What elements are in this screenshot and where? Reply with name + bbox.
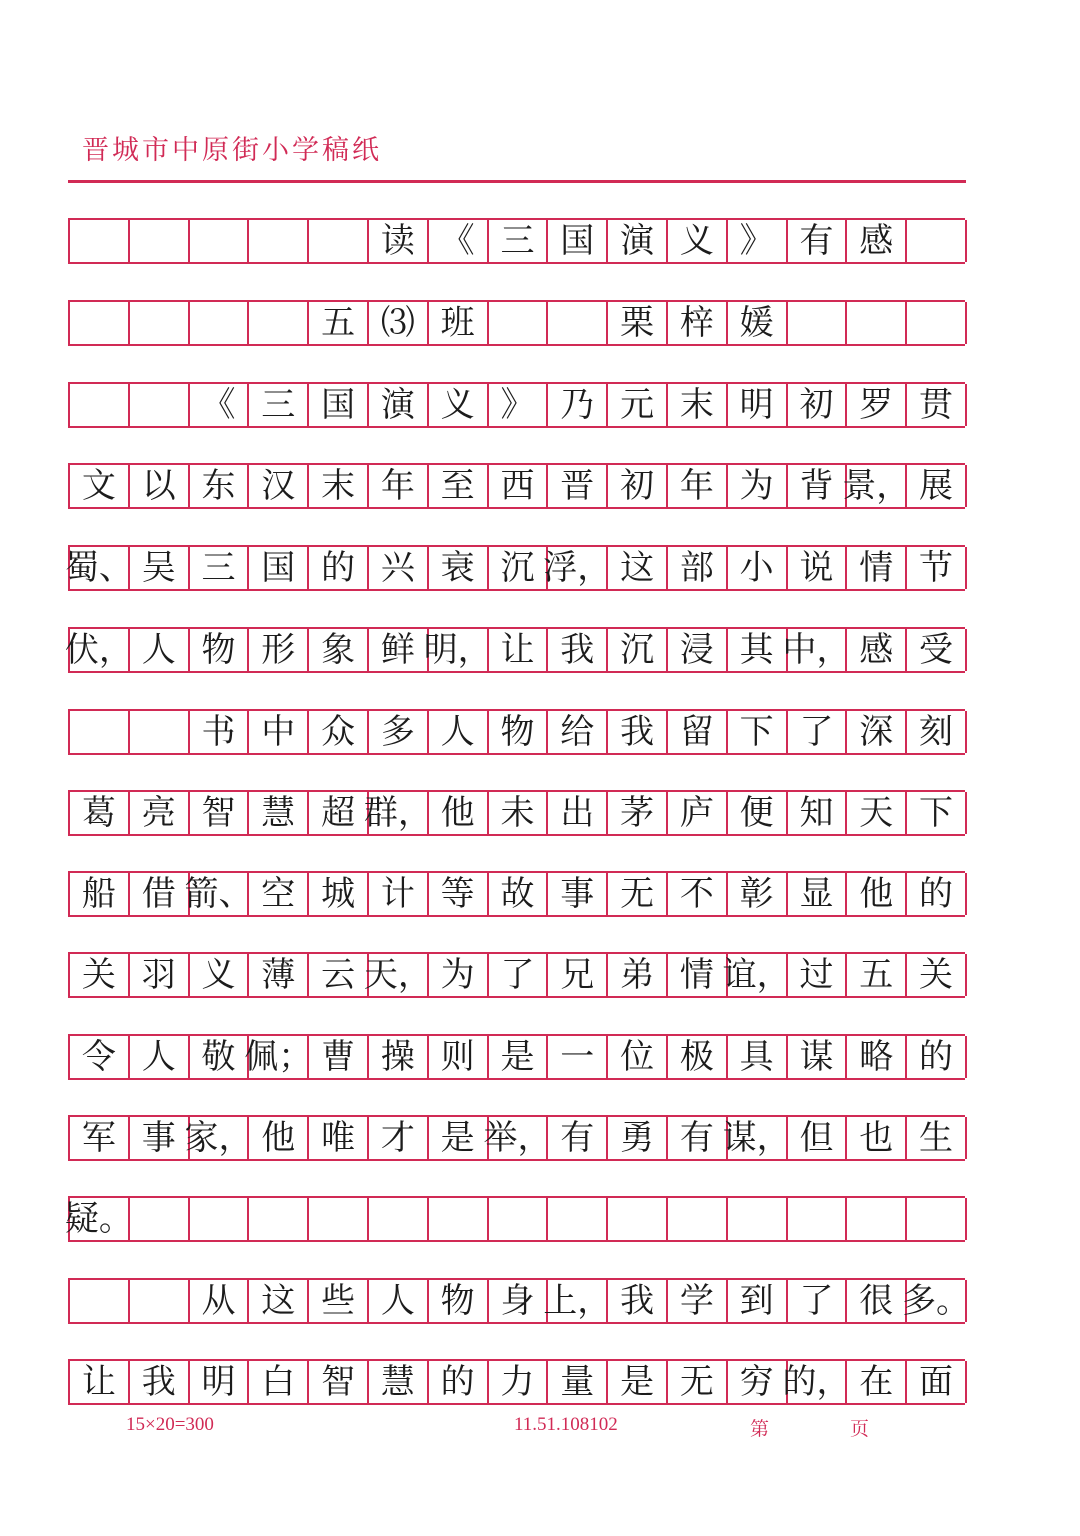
grid-cell: 操	[369, 1036, 429, 1078]
grid-cell: 群，	[363, 793, 432, 833]
grid-cell: 乃	[548, 384, 608, 426]
grid-cell: 为	[429, 954, 489, 996]
grid-cell: 受	[907, 629, 967, 671]
grid-cell: 茅	[608, 792, 668, 834]
grid-cell: 他	[249, 1117, 309, 1159]
grid-cell: 是	[489, 1036, 549, 1078]
grid-cell: 略	[847, 1036, 907, 1078]
grid-cell	[130, 302, 190, 344]
grid-cell: 多。	[902, 1281, 971, 1321]
grid-cell: 义	[429, 384, 489, 426]
grid-cell: 景，	[842, 466, 911, 506]
grid-cell: 三	[190, 547, 250, 589]
grid-cell: 初	[788, 384, 848, 426]
grid-cell: 》	[489, 384, 549, 426]
grid-cell: 我	[608, 1280, 668, 1322]
grid-cell: 象	[309, 629, 369, 671]
header-rule	[68, 180, 966, 183]
grid-cell: 众	[309, 711, 369, 753]
grid-cell: 弟	[608, 954, 668, 996]
grid-cell: 羽	[130, 954, 190, 996]
grid-cell: 情	[668, 954, 728, 996]
grid-cell: 借	[130, 873, 190, 915]
grid-cell: 下	[728, 711, 788, 753]
grid-cell: 深	[847, 711, 907, 753]
grid-cell: 很	[847, 1280, 907, 1322]
grid-cell: 葛	[70, 792, 130, 834]
grid-row	[68, 1034, 965, 1080]
grid-cell: 演	[608, 220, 668, 262]
grid-cell: 故	[489, 873, 549, 915]
grid-cell: 背	[788, 465, 848, 507]
grid-cell: 末	[668, 384, 728, 426]
grid-cell: 有	[548, 1117, 608, 1159]
grid-cell: 西	[489, 465, 549, 507]
grid-cell: 梓	[668, 302, 728, 344]
grid-cell: 中	[249, 711, 309, 753]
grid-cell: 让	[489, 629, 549, 671]
grid-cell: 也	[847, 1117, 907, 1159]
grid-cell: 知	[788, 792, 848, 834]
paper-code: 11.51.108102	[514, 1414, 618, 1435]
grid-cell: 末	[309, 465, 369, 507]
grid-cell: 沉	[608, 629, 668, 671]
grid-cell: 书	[190, 711, 250, 753]
grid-cell: 鲜	[369, 629, 429, 671]
grid-cell	[249, 302, 309, 344]
grid-cell: 无	[668, 1361, 728, 1403]
grid-cell	[309, 1198, 369, 1240]
grid-cell	[130, 1280, 190, 1322]
grid-cell: 过	[788, 954, 848, 996]
grid-cell	[130, 384, 190, 426]
grid-cell: 我	[130, 1361, 190, 1403]
grid-cell: 义	[668, 220, 728, 262]
grid-cell: 关	[70, 954, 130, 996]
grid-cell: 等	[429, 873, 489, 915]
grid-cell	[847, 1198, 907, 1240]
grid-cell	[907, 220, 967, 262]
grid-cell: 身	[489, 1280, 549, 1322]
grid-cell: 庐	[668, 792, 728, 834]
grid-cell: 疑。	[64, 1199, 133, 1239]
grid-cell: 显	[788, 873, 848, 915]
grid-cell: 明	[728, 384, 788, 426]
grid-cell	[429, 1198, 489, 1240]
grid-cell	[847, 302, 907, 344]
grid-cell: 留	[668, 711, 728, 753]
grid-cell: 读	[369, 220, 429, 262]
grid-cell: 举，	[483, 1118, 552, 1158]
grid-cell: ⑶	[369, 302, 429, 344]
grid-cell: 东	[190, 465, 250, 507]
grid-cell	[668, 1198, 728, 1240]
grid-cell: 天，	[363, 955, 432, 995]
grid-cell: 明，	[423, 630, 492, 670]
grid-cell: 事	[130, 1117, 190, 1159]
grid-cell: 展	[907, 465, 967, 507]
grid-cell: 薄	[249, 954, 309, 996]
grid-cell: 有	[668, 1117, 728, 1159]
grid-cell: 极	[668, 1036, 728, 1078]
grid-cell: 感	[847, 220, 907, 262]
grid-cell: 未	[489, 792, 549, 834]
grid-cell: 年	[369, 465, 429, 507]
grid-cell	[70, 711, 130, 753]
grid-cell: 军	[70, 1117, 130, 1159]
grid-cell: 中，	[782, 630, 851, 670]
grid-cell	[70, 1280, 130, 1322]
grid-cell	[190, 220, 250, 262]
grid-cell: 他	[847, 873, 907, 915]
grid-row	[68, 463, 965, 509]
grid-row	[68, 871, 965, 917]
grid-cell: 《	[429, 220, 489, 262]
grid-cell: 小	[728, 547, 788, 589]
grid-cell	[249, 220, 309, 262]
grid-cell: 五	[309, 302, 369, 344]
grid-row	[64, 545, 965, 591]
grid-cell: 计	[369, 873, 429, 915]
grid-cell: 是	[429, 1117, 489, 1159]
grid-cell: 形	[249, 629, 309, 671]
grid-cell: 浮，	[543, 548, 612, 588]
grid-cell: 我	[608, 711, 668, 753]
grid-cell: 这	[608, 547, 668, 589]
grid-cell: 学	[668, 1280, 728, 1322]
grid-cell: 蜀、	[64, 548, 133, 588]
grid-cell: 让	[70, 1361, 130, 1403]
grid-cell: 刻	[907, 711, 967, 753]
grid-cell: 慧	[369, 1361, 429, 1403]
grid-row	[68, 1359, 965, 1405]
grid-cell: 部	[668, 547, 728, 589]
grid-cell: 了	[489, 954, 549, 996]
grid-cell	[190, 1198, 250, 1240]
grid-row	[64, 627, 965, 673]
grid-row	[68, 1115, 965, 1161]
grid-cell: 了	[788, 1280, 848, 1322]
grid-cell: 有	[788, 220, 848, 262]
grid-cell: 超	[309, 792, 369, 834]
grid-cell	[369, 1198, 429, 1240]
grid-cell: 生	[907, 1117, 967, 1159]
grid-cell: 感	[847, 629, 907, 671]
grid-cell: 是	[608, 1361, 668, 1403]
grid-cell: 慧	[249, 792, 309, 834]
grid-cell: 在	[847, 1361, 907, 1403]
grid-cell: 栗	[608, 302, 668, 344]
grid-cell: 谋，	[722, 1118, 791, 1158]
grid-cell: 关	[907, 954, 967, 996]
grid-cell: 谊，	[722, 955, 791, 995]
grid-cell: 空	[249, 873, 309, 915]
grid-cell: 些	[309, 1280, 369, 1322]
grid-cell: 五	[847, 954, 907, 996]
grid-cell	[907, 1198, 967, 1240]
grid-cell: 的	[309, 547, 369, 589]
grid-cell	[788, 1198, 848, 1240]
grid-cell: 亮	[130, 792, 190, 834]
grid-cell: 力	[489, 1361, 549, 1403]
grid-cell: 明	[190, 1361, 250, 1403]
grid-cell	[788, 302, 848, 344]
grid-cell: 沉	[489, 547, 549, 589]
grid-cell: 人	[369, 1280, 429, 1322]
grid-cell: 下	[907, 792, 967, 834]
grid-cell: 城	[309, 873, 369, 915]
grid-cell: 贯	[907, 384, 967, 426]
grid-cell: 到	[728, 1280, 788, 1322]
page-label-prefix: 第	[750, 1418, 770, 1440]
grid-cell: 具	[728, 1036, 788, 1078]
grid-cell: 汉	[249, 465, 309, 507]
grid-cell	[489, 302, 549, 344]
grid-cell: 无	[608, 873, 668, 915]
grid-cell: 但	[788, 1117, 848, 1159]
grid-cell	[130, 711, 190, 753]
grid-cell: 人	[130, 1036, 190, 1078]
grid-cell: 的	[907, 1036, 967, 1078]
grid-cell: 从	[190, 1280, 250, 1322]
grid-cell: 元	[608, 384, 668, 426]
grid-cell: 的，	[782, 1362, 851, 1402]
grid-cell: 情	[847, 547, 907, 589]
grid-cell: 出	[548, 792, 608, 834]
grid-cell: 曹	[309, 1036, 369, 1078]
grid-cell: 给	[548, 711, 608, 753]
grid-row	[68, 300, 965, 346]
grid-cell: 伏，	[64, 630, 133, 670]
grid-cell: 物	[489, 711, 549, 753]
grid-cell: 了	[788, 711, 848, 753]
grid-cell: 船	[70, 873, 130, 915]
grid-cell: 便	[728, 792, 788, 834]
grid-cell	[309, 220, 369, 262]
grid-cell: 事	[548, 873, 608, 915]
grid-cell: 智	[309, 1361, 369, 1403]
grid-cell: 初	[608, 465, 668, 507]
grid-cell	[728, 1198, 788, 1240]
grid-cell: 面	[907, 1361, 967, 1403]
grid-cell	[548, 302, 608, 344]
grid-cell: 白	[249, 1361, 309, 1403]
grid-cell: 他	[429, 792, 489, 834]
grid-cell: 彰	[728, 873, 788, 915]
grid-cell: 敬	[190, 1036, 250, 1078]
grid-cell: 这	[249, 1280, 309, 1322]
grid-cell: 物	[429, 1280, 489, 1322]
grid-cell: 物	[190, 629, 250, 671]
grid-cell: 的	[429, 1361, 489, 1403]
grid-cell: 智	[190, 792, 250, 834]
grid-cell: 三	[249, 384, 309, 426]
grid-cell: 穷	[728, 1361, 788, 1403]
grid-cell: 衰	[429, 547, 489, 589]
paper-header-title: 晋城市中原街小学稿纸	[82, 135, 382, 166]
page-label-suffix: 页	[850, 1418, 870, 1440]
grid-cell: 其	[728, 629, 788, 671]
grid-cell: 为	[728, 465, 788, 507]
grid-cell: 演	[369, 384, 429, 426]
grid-cell: 浸	[668, 629, 728, 671]
grid-cell	[70, 220, 130, 262]
grid-cell	[489, 1198, 549, 1240]
grid-cell: 国	[309, 384, 369, 426]
grid-cell: 晋	[548, 465, 608, 507]
grid-row	[64, 1196, 965, 1242]
grid-cell: 节	[907, 547, 967, 589]
grid-cell: 国	[249, 547, 309, 589]
grid-cell: 勇	[608, 1117, 668, 1159]
grid-cell: 一	[548, 1036, 608, 1078]
grid-cell: 兴	[369, 547, 429, 589]
grid-cell: 我	[548, 629, 608, 671]
grid-size-label: 15×20=300	[126, 1414, 214, 1435]
grid-cell: 文	[70, 465, 130, 507]
grid-cell: 谋	[788, 1036, 848, 1078]
grid-row	[68, 218, 965, 264]
grid-cell: 国	[548, 220, 608, 262]
grid-cell: 家，	[184, 1118, 253, 1158]
grid-cell: 年	[668, 465, 728, 507]
grid-cell: 佩；	[244, 1037, 313, 1077]
grid-cell: 位	[608, 1036, 668, 1078]
grid-cell: 多	[369, 711, 429, 753]
grid-cell: 箭、	[184, 874, 253, 914]
grid-cell: 《	[190, 384, 250, 426]
grid-cell	[190, 302, 250, 344]
grid-cell: 义	[190, 954, 250, 996]
grid-row	[68, 952, 965, 998]
grid-cell: 则	[429, 1036, 489, 1078]
grid-cell: 》	[728, 220, 788, 262]
grid-cell: 班	[429, 302, 489, 344]
grid-cell: 兄	[548, 954, 608, 996]
grid-cell: 量	[548, 1361, 608, 1403]
grid-cell	[70, 302, 130, 344]
grid-cell	[130, 1198, 190, 1240]
grid-cell: 人	[429, 711, 489, 753]
grid-cell: 的	[907, 873, 967, 915]
grid-row	[68, 709, 965, 755]
grid-cell: 罗	[847, 384, 907, 426]
grid-cell: 说	[788, 547, 848, 589]
grid-cell: 吴	[130, 547, 190, 589]
grid-cell	[608, 1198, 668, 1240]
grid-row	[68, 790, 965, 836]
grid-cell	[548, 1198, 608, 1240]
grid-cell: 以	[130, 465, 190, 507]
grid-cell: 至	[429, 465, 489, 507]
grid-cell: 天	[847, 792, 907, 834]
grid-cell: 上，	[543, 1281, 612, 1321]
grid-cell: 不	[668, 873, 728, 915]
grid-cell: 令	[70, 1036, 130, 1078]
grid-cell: 人	[130, 629, 190, 671]
grid-cell	[70, 384, 130, 426]
grid-row	[68, 1278, 971, 1324]
grid-cell: 才	[369, 1117, 429, 1159]
grid-cell: 媛	[728, 302, 788, 344]
grid-cell	[249, 1198, 309, 1240]
grid-cell	[130, 220, 190, 262]
grid-cell: 三	[489, 220, 549, 262]
grid-cell: 云	[309, 954, 369, 996]
grid-row	[68, 382, 965, 428]
grid-cell: 唯	[309, 1117, 369, 1159]
grid-cell	[907, 302, 967, 344]
